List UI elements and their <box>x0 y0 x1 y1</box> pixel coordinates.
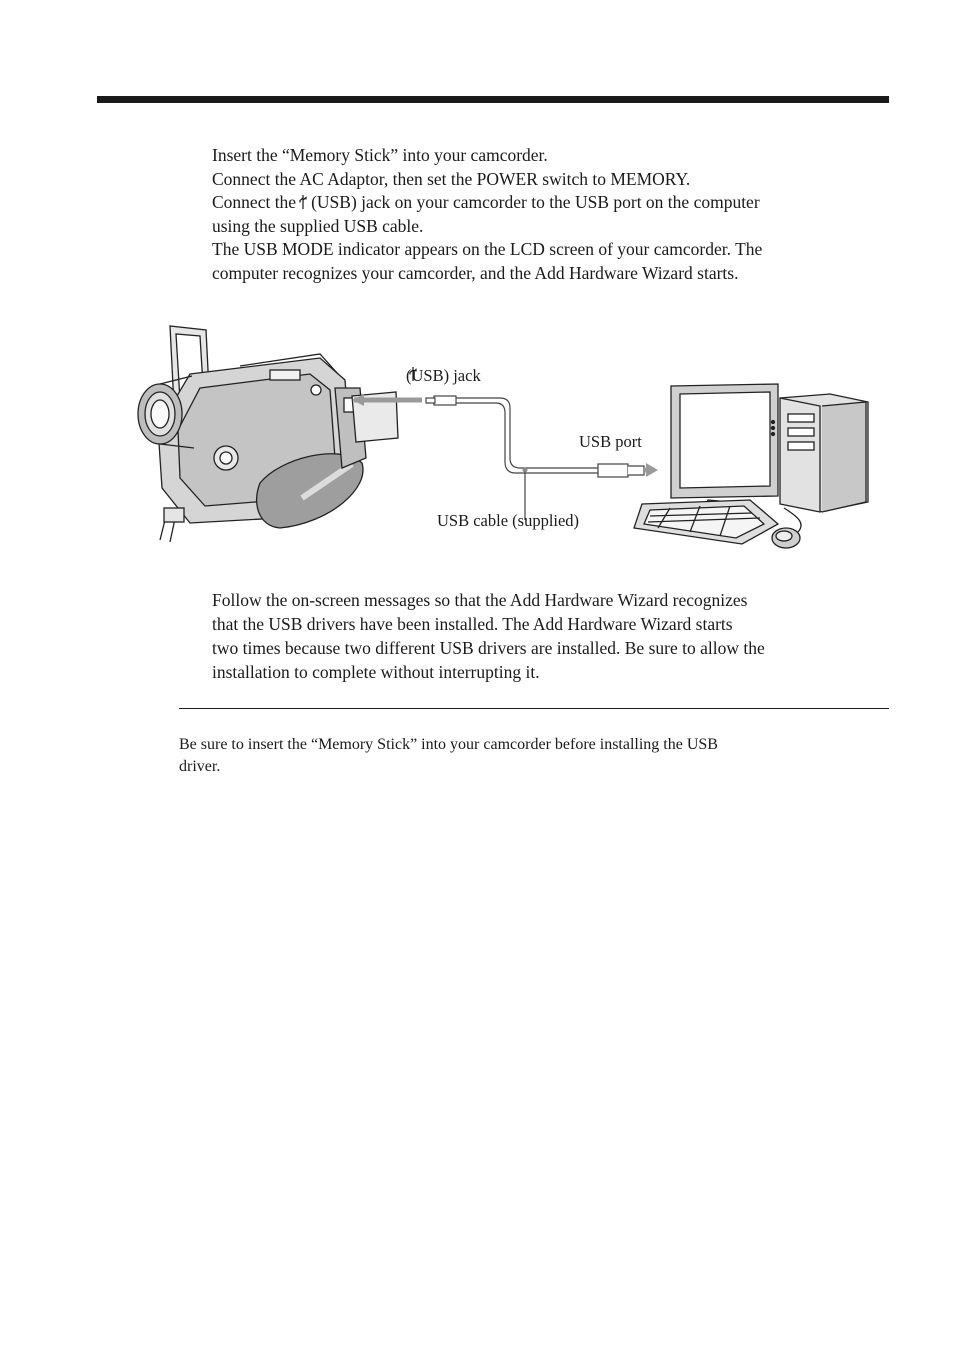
step-3-text <box>212 191 892 215</box>
usb-port-label: USB port <box>579 432 642 451</box>
step-4-line-1: Follow the on-screen messages so that the Add Hardware Wizard recognizes <box>212 590 748 610</box>
step-4-line-2: that the USB drivers have been installed. The Add Hardware Wizard starts <box>212 614 733 634</box>
step-3-result-line-2: computer recognizes your camcorder, and the Add Hardware Wizard starts. <box>212 262 739 283</box>
step-3-text-end: (USB) jack on your camcorder to the USB port on the computer <box>311 192 760 212</box>
computer-illustration <box>634 384 868 548</box>
usb-icon <box>408 366 418 382</box>
usb-jack-label-text: (USB) jack <box>406 366 481 385</box>
usb-cable-label: USB cable (supplied) <box>437 511 580 530</box>
step-3-result-line-1: The USB MODE indicator appears on the LCD screen of your camcorder. The <box>212 239 763 259</box>
note-line-2: driver. <box>179 758 221 775</box>
camcorder-illustration <box>138 326 398 542</box>
note-divider <box>179 708 889 709</box>
step-4-line-3: two times because two different USB drivers are installed. Be sure to allow the <box>212 638 765 658</box>
connection-illustration <box>130 318 875 550</box>
step-3-continuation: using the supplied USB cable. <box>212 215 424 236</box>
usb-icon <box>298 194 308 210</box>
step-3-text-start: Connect the <box>212 192 297 212</box>
step-4-text <box>212 588 892 684</box>
usb-cable <box>426 396 644 520</box>
usb-jack-label <box>406 366 481 386</box>
step-1-text: Insert the “Memory Stick” into your camcorder. <box>212 145 548 165</box>
step-4-line-4: installation to complete without interrupting it. <box>212 662 540 682</box>
note-text <box>179 734 879 778</box>
header-rule <box>97 96 889 103</box>
note-line-1: Be sure to insert the “Memory Stick” into your camcorder before installing the USB <box>179 736 718 753</box>
step-2-text: Connect the AC Adaptor, then set the POWER switch to MEMORY. <box>212 168 691 189</box>
instruction-steps <box>212 144 892 285</box>
